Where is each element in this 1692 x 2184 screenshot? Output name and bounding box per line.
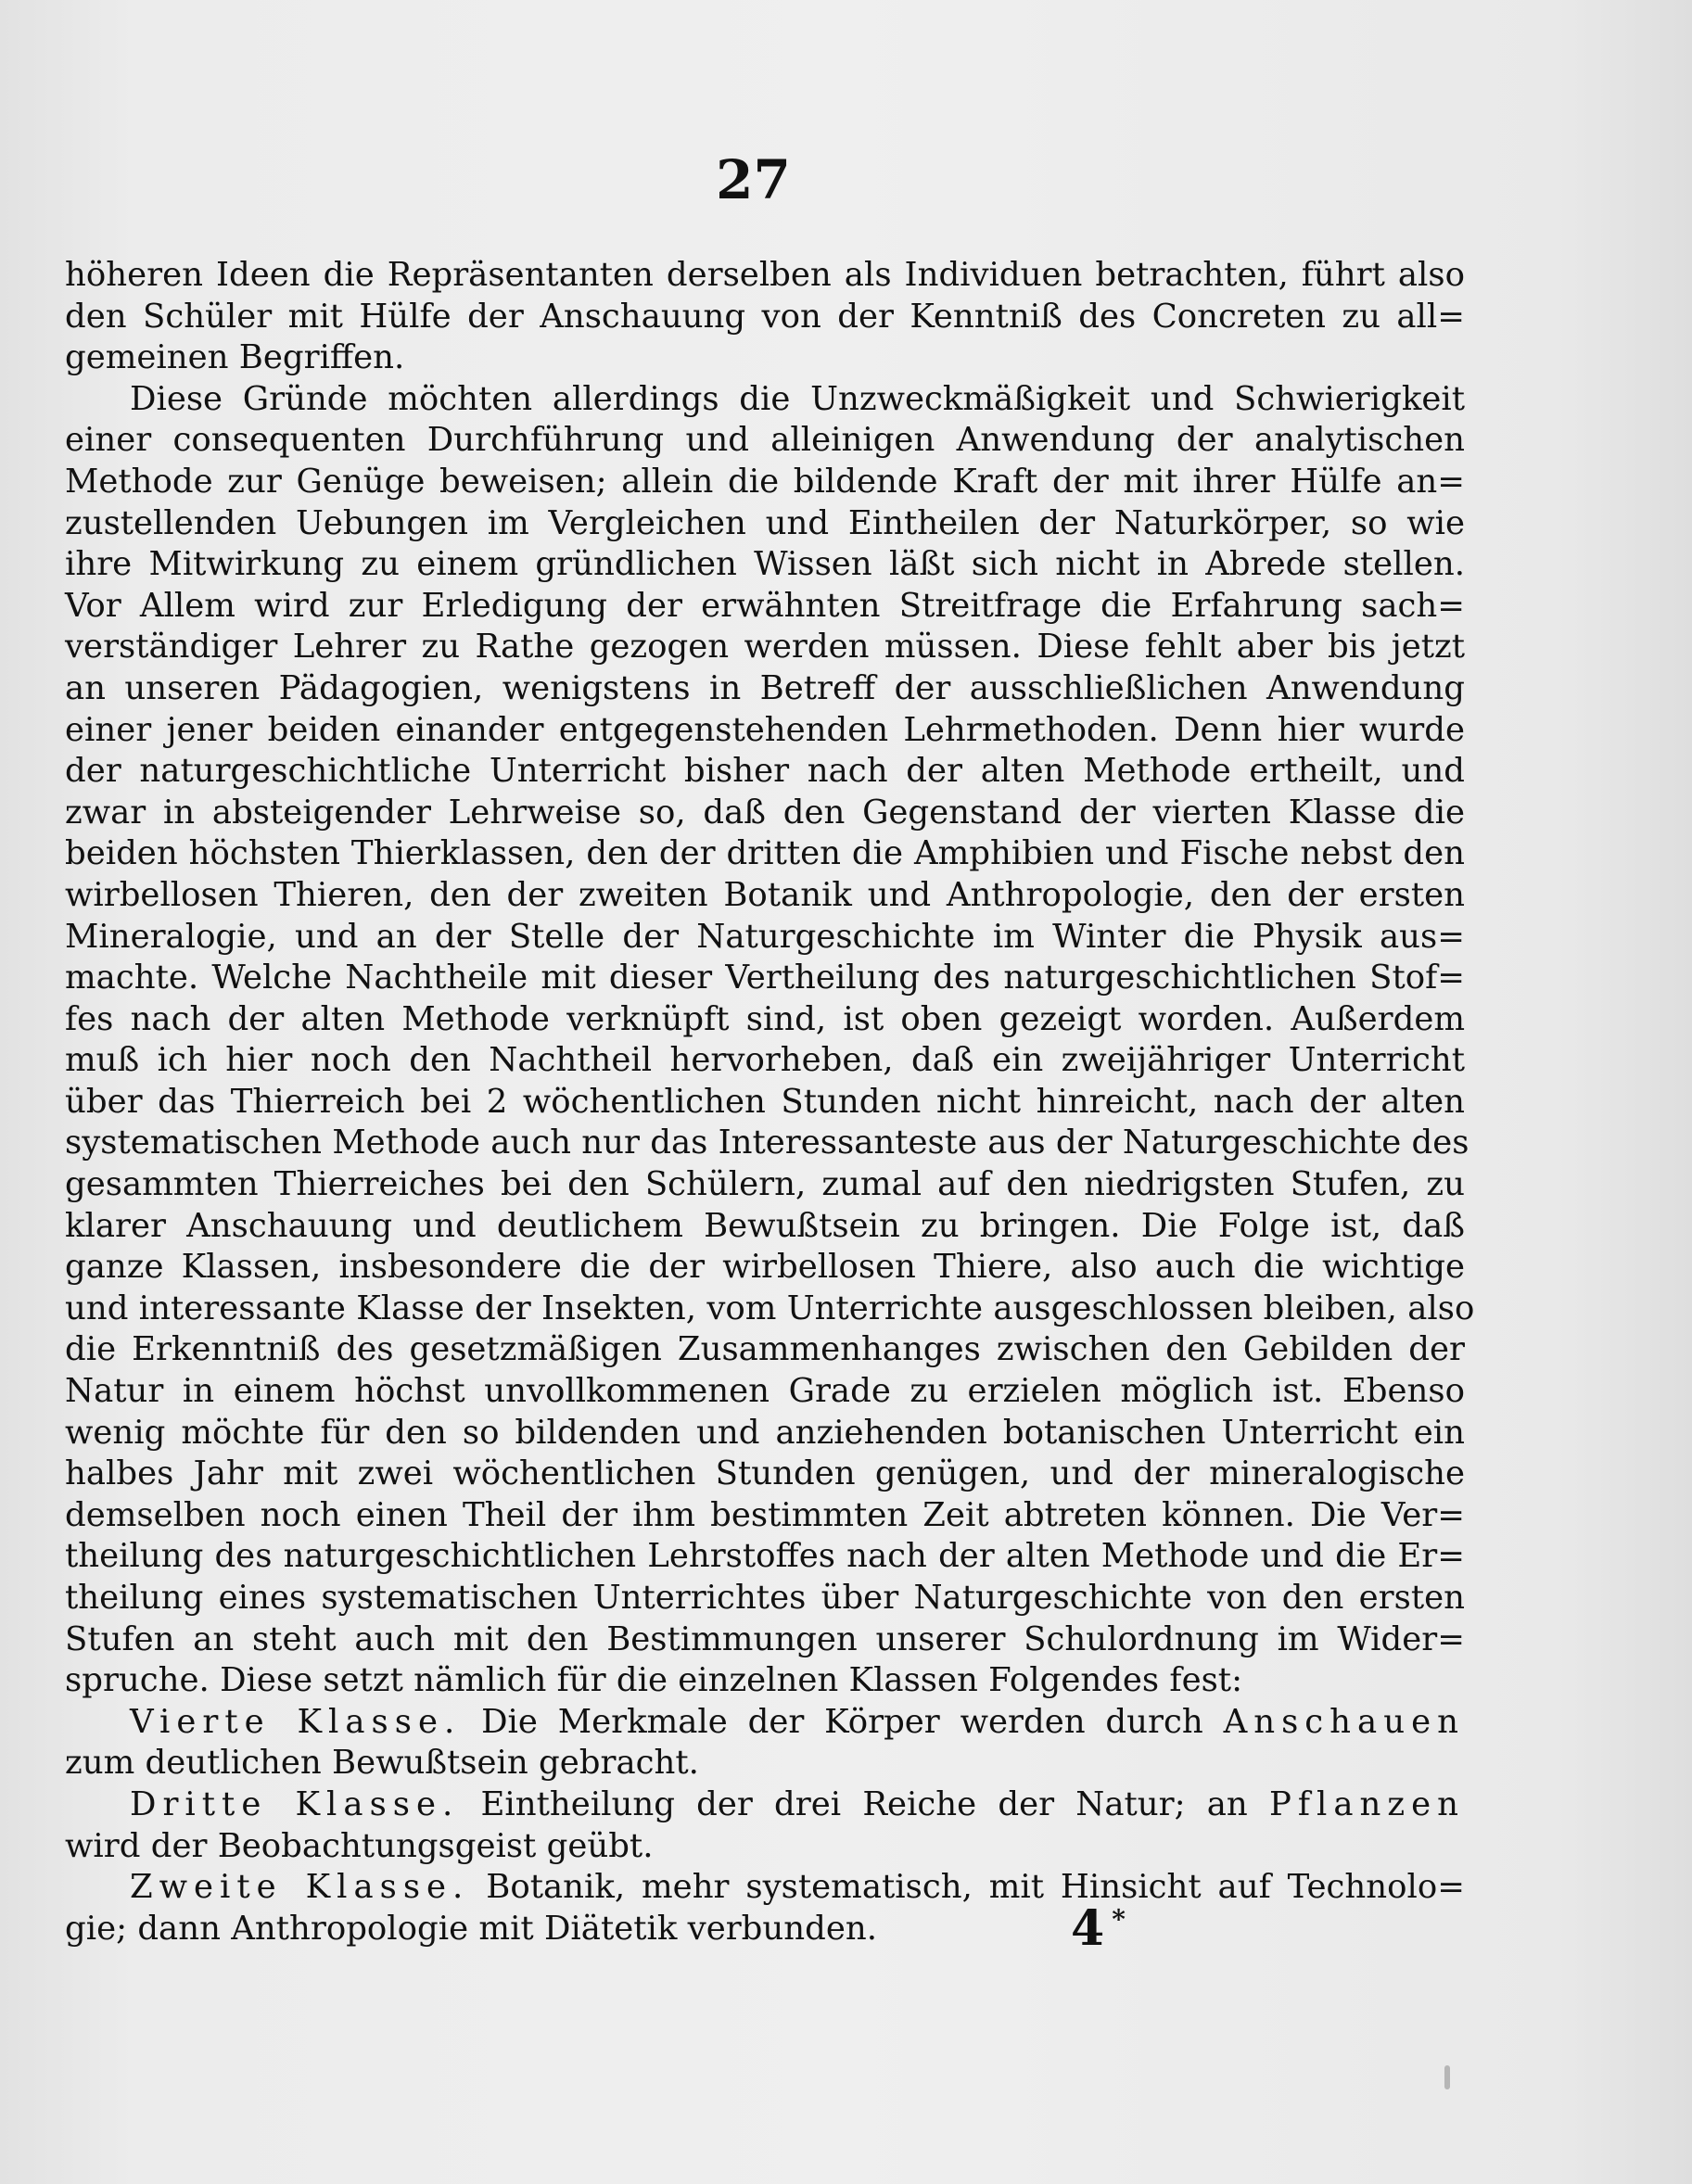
text-line: zwar in absteigender Lehrweise so, daß den Gegenstand der vierten Klasse die <box>65 793 1465 832</box>
text-line: fes nach der alten Methode verknüpft sind, ist oben gezeigt worden. Außerdem <box>65 999 1465 1038</box>
text-line: und interessante Klasse der Insekten, vom Unterrichte ausgeschlossen bleiben, also <box>65 1289 1475 1327</box>
text-line: spruche. Diese setzt nämlich für die einzelnen Klassen Folgendes fest: <box>65 1661 1243 1700</box>
text-line: den Schüler mit Hülfe der Anschauung von der Kenntniß des Concreten zu all= <box>65 297 1465 336</box>
text-line: muß ich hier noch den Nachtheil hervorheben, daß ein zweijähriger Unterricht <box>65 1041 1465 1080</box>
text-line: die Erkenntniß des gesetzmäßigen Zusammenhanges zwischen den Gebilden der <box>65 1330 1465 1369</box>
text-line: an unseren Pädagogien, wenigstens in Betreff der ausschließlichen Anwendung <box>65 668 1465 707</box>
class-emphasis: Pflanzen <box>1269 1784 1465 1823</box>
text-line: einer jener beiden einander entgegenstehenden Lehrmethoden. Denn hier wurde <box>65 710 1465 749</box>
text-line: halbes Jahr mit zwei wöchentlichen Stunden genügen, und der mineralogische <box>65 1454 1465 1493</box>
text-line: Vor Allem wird zur Erledigung der erwähnten Streitfrage die Erfahrung sach= <box>65 586 1465 625</box>
class-description-continued: zum deutlichen Bewußtsein gebracht. <box>65 1744 699 1783</box>
ink-smudge <box>1444 2065 1450 2089</box>
text-line: theilung des naturgeschichtlichen Lehrstoffes nach der alten Methode und die Er= <box>65 1537 1465 1576</box>
text-line: klarer Anschauung und deutlichem Bewußtsein zu bringen. Die Folge ist, daß <box>65 1206 1465 1245</box>
text-line: theilung eines systematischen Unterrichtes über Naturgeschichte von den ersten <box>65 1579 1465 1617</box>
text-line: systematischen Methode auch nur das Interessanteste aus der Naturgeschichte des <box>65 1124 1469 1162</box>
text-line: beiden höchsten Thierklassen, den der dritten die Amphibien und Fische nebst den <box>65 834 1465 873</box>
class-label: Zweite Klasse. <box>130 1868 470 1907</box>
text-line: der naturgeschichtliche Unterricht bisher nach der alten Methode ertheilt, und <box>65 752 1465 791</box>
text-line: wirbellosen Thieren, den der zweiten Botanik und Anthropologie, den der ersten <box>65 875 1465 914</box>
class-description-continued: wird der Beobachtungsgeist geübt. <box>65 1826 654 1865</box>
text-line: gesammten Thierreiches bei den Schülern, zumal auf den niedrigsten Stufen, zu <box>65 1165 1465 1204</box>
text-line: höheren Ideen die Repräsentanten derselben als Individuen betrachten, führt also <box>65 256 1465 294</box>
text-line: Methode zur Genüge beweisen; allein die bildende Kraft der mit ihrer Hülfe an= <box>65 462 1465 501</box>
body-text <box>65 255 1475 1949</box>
signature-mark <box>1071 1900 1126 1957</box>
text-line: verständiger Lehrer zu Rathe gezogen werden müssen. Diese fehlt aber bis jetzt <box>65 628 1465 667</box>
class-entry-fourth <box>65 1702 1465 1744</box>
text-line: Mineralogie, und an der Stelle der Naturgeschichte im Winter die Physik aus= <box>65 917 1465 956</box>
text-line: ganze Klassen, insbesondere die der wirbellosen Thiere, also auch die wichtige <box>65 1248 1465 1287</box>
text-line: einer consequenten Durchführung und alleinigen Anwendung der analytischen <box>65 421 1465 460</box>
text-line: demselben noch einen Theil der ihm bestimmten Zeit abtreten können. Die Ver= <box>65 1495 1465 1534</box>
text-line: Diese Gründe möchten allerdings die Unzweckmäßigkeit und Schwierigkeit <box>130 379 1465 418</box>
text-line: Stufen an steht auch mit den Bestimmungen unserer Schulordnung im Wider= <box>65 1619 1465 1658</box>
class-entry-third <box>65 1784 1465 1826</box>
signature-star: * <box>1112 1903 1126 1935</box>
class-description-continued: gie; dann Anthropologie mit Diätetik verbunden. <box>65 1909 878 1948</box>
class-description: Eintheilung der drei Reiche der Natur; an <box>480 1784 1248 1823</box>
text-line: machte. Welche Nachtheile mit dieser Vertheilung des naturgeschichtlichen Stof= <box>65 959 1465 997</box>
class-entry-second <box>65 1867 1465 1909</box>
class-label: Dritte Klasse. <box>130 1784 460 1823</box>
text-line: gemeinen Begriffen. <box>65 338 405 377</box>
class-description: Die Merkmale der Körper werden durch <box>481 1702 1203 1741</box>
signature-number: 4 <box>1071 1900 1105 1957</box>
text-line: über das Thierreich bei 2 wöchentlichen Stunden nicht hinreicht, nach der alten <box>65 1082 1465 1121</box>
class-emphasis: Anschauen <box>1223 1702 1465 1741</box>
text-line: wenig möchte für den so bildenden und anziehenden botanischen Unterricht ein <box>65 1413 1465 1452</box>
page-number: 27 <box>716 148 791 211</box>
class-description: Botanik, mehr systematisch, mit Hinsicht auf Technolo= <box>486 1868 1465 1907</box>
text-line: ihre Mitwirkung zu einem gründlichen Wissen läßt sich nicht in Abrede stellen. <box>65 545 1465 584</box>
class-label: Vierte Klasse. <box>130 1702 462 1741</box>
text-line: Natur in einem höchst unvollkommenen Grade zu erzielen möglich ist. Ebenso <box>65 1372 1465 1411</box>
text-line: zustellenden Uebungen im Vergleichen und Eintheilen der Naturkörper, so wie <box>65 503 1465 542</box>
